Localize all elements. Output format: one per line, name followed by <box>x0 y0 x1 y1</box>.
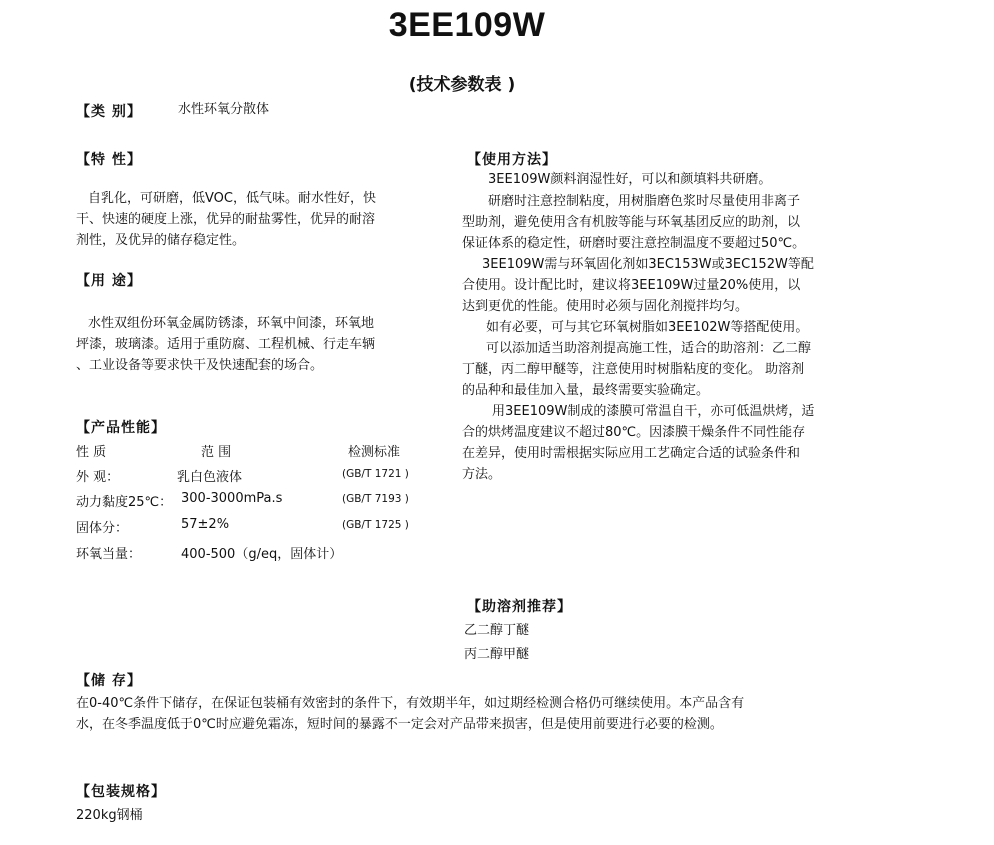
range-cell: 400-500（g/eq，固体计） <box>181 547 343 562</box>
usage-line: 用3EE109W制成的漆膜可常温自干，亦可低温烘烤，适 <box>492 404 815 419</box>
usage-line: 保证体系的稳定性，研磨时要注意控制温度不要超过50℃。 <box>462 236 806 251</box>
usage-paragraph <box>462 338 862 401</box>
category-heading: 【类 别】 <box>76 104 142 120</box>
features-heading: 【特 性】 <box>76 152 142 168</box>
standard-cell: (GB/T 7193 ) <box>342 493 409 505</box>
usage-line: 合的烘烤温度建议不超过80℃。因漆膜干燥条件不同性能存 <box>462 425 806 440</box>
property-cell: 外 观： <box>76 470 120 485</box>
range-cell: 300-3000mPa.s <box>181 491 283 506</box>
usage-line: 3EE109W需与环氧固化剂如3EC153W或3EC152W等配 <box>482 257 814 272</box>
performance-row <box>76 466 436 488</box>
usage-line: 在差异，使用时需根据实际应用工艺确定合适的试验条件和 <box>462 446 801 461</box>
features-line: 剂性，及优异的储存稳定性。 <box>76 233 246 248</box>
usage-paragraph <box>462 317 862 338</box>
usage-line: 的品种和最佳加入量，最终需要实验确定。 <box>462 383 710 398</box>
usage-line: 如有必要，可与其它环氧树脂如3EE102W等搭配使用。 <box>486 320 809 335</box>
usage-line: 方法。 <box>462 467 502 482</box>
product-title: 3EE109W <box>388 6 546 44</box>
property-cell: 环氧当量： <box>76 547 142 562</box>
packaging-value: 220kg钢桶 <box>76 808 143 823</box>
usage-line: 型助剂，避免使用含有机胺等能与环氧基团反应的助剂，以 <box>462 215 801 230</box>
packaging-heading: 【包装规格】 <box>76 784 166 800</box>
uses-heading: 【用 途】 <box>76 273 142 289</box>
column-range: 范 围 <box>201 445 232 460</box>
uses-line: 坪漆，玻璃漆。适用于重防腐、工程机械、行走车辆 <box>76 337 376 352</box>
column-property: 性 质 <box>76 445 107 460</box>
usage-line: 3EE109W颜料润湿性好，可以和颜填料共研磨。 <box>488 172 772 187</box>
storage-heading: 【储 存】 <box>76 673 142 689</box>
performance-header-row <box>76 441 436 463</box>
uses-text <box>76 313 436 376</box>
document-subtitle: (技术参数表 ) <box>408 75 516 95</box>
cosolvent-item: 丙二醇甲醚 <box>464 647 530 662</box>
property-cell: 固体分： <box>76 521 129 536</box>
range-cell: 乳白色液体 <box>177 470 243 485</box>
usage-line: 研磨时注意控制粘度，用树脂磨色浆时尽量使用非离子 <box>488 194 801 209</box>
usage-text <box>462 169 862 485</box>
uses-line: 、工业设备等要求快干及快速配套的场合。 <box>76 358 324 373</box>
features-line: 干、快速的硬度上涨，优异的耐盐雾性，优异的耐溶 <box>76 212 376 227</box>
cosolvent-heading: 【助溶剂推荐】 <box>467 599 572 615</box>
uses-line: 水性双组份环氧金属防锈漆，环氧中间漆，环氧地 <box>88 316 375 331</box>
features-line: 自乳化，可研磨，低VOC，低气味。耐水性好，快 <box>88 191 376 206</box>
usage-line: 达到更优的性能。使用时必须与固化剂搅拌均匀。 <box>462 299 749 314</box>
standard-cell: (GB/T 1725 ) <box>342 519 409 531</box>
storage-text <box>76 693 876 735</box>
usage-paragraph <box>462 401 862 485</box>
usage-line: 丁醚，丙二醇甲醚等，注意使用时树脂粘度的变化。 助溶剂 <box>462 362 805 377</box>
column-standard: 检测标准 <box>348 445 401 460</box>
range-cell: 57±2% <box>181 517 230 532</box>
standard-cell: (GB/T 1721 ) <box>342 468 409 480</box>
usage-line: 合使用。设计配比时，建议将3EE109W过量20%使用，以 <box>462 278 801 293</box>
usage-paragraph <box>462 169 862 190</box>
performance-row <box>76 491 436 513</box>
performance-row <box>76 543 436 565</box>
features-text <box>76 188 436 251</box>
usage-heading: 【使用方法】 <box>467 152 557 168</box>
usage-paragraph <box>462 191 862 254</box>
category-value: 水性环氧分散体 <box>178 102 270 117</box>
performance-row <box>76 517 436 539</box>
storage-line: 在0-40℃条件下储存，在保证包装桶有效密封的条件下，有效期半年，如过期经检测合格仍可继续使用。本产品含有 <box>76 696 745 711</box>
usage-line: 可以添加适当助溶剂提高施工性，适合的助溶剂：乙二醇 <box>486 341 812 356</box>
usage-paragraph <box>462 254 862 317</box>
storage-line: 水，在冬季温度低于0℃时应避免霜冻，短时间的暴露不一定会对产品带来损害，但是使用前要进行必要的检测。 <box>76 717 723 732</box>
performance-heading: 【产品性能】 <box>76 420 166 436</box>
cosolvent-item: 乙二醇丁醚 <box>464 623 530 638</box>
property-cell: 动力黏度25℃： <box>76 495 173 510</box>
